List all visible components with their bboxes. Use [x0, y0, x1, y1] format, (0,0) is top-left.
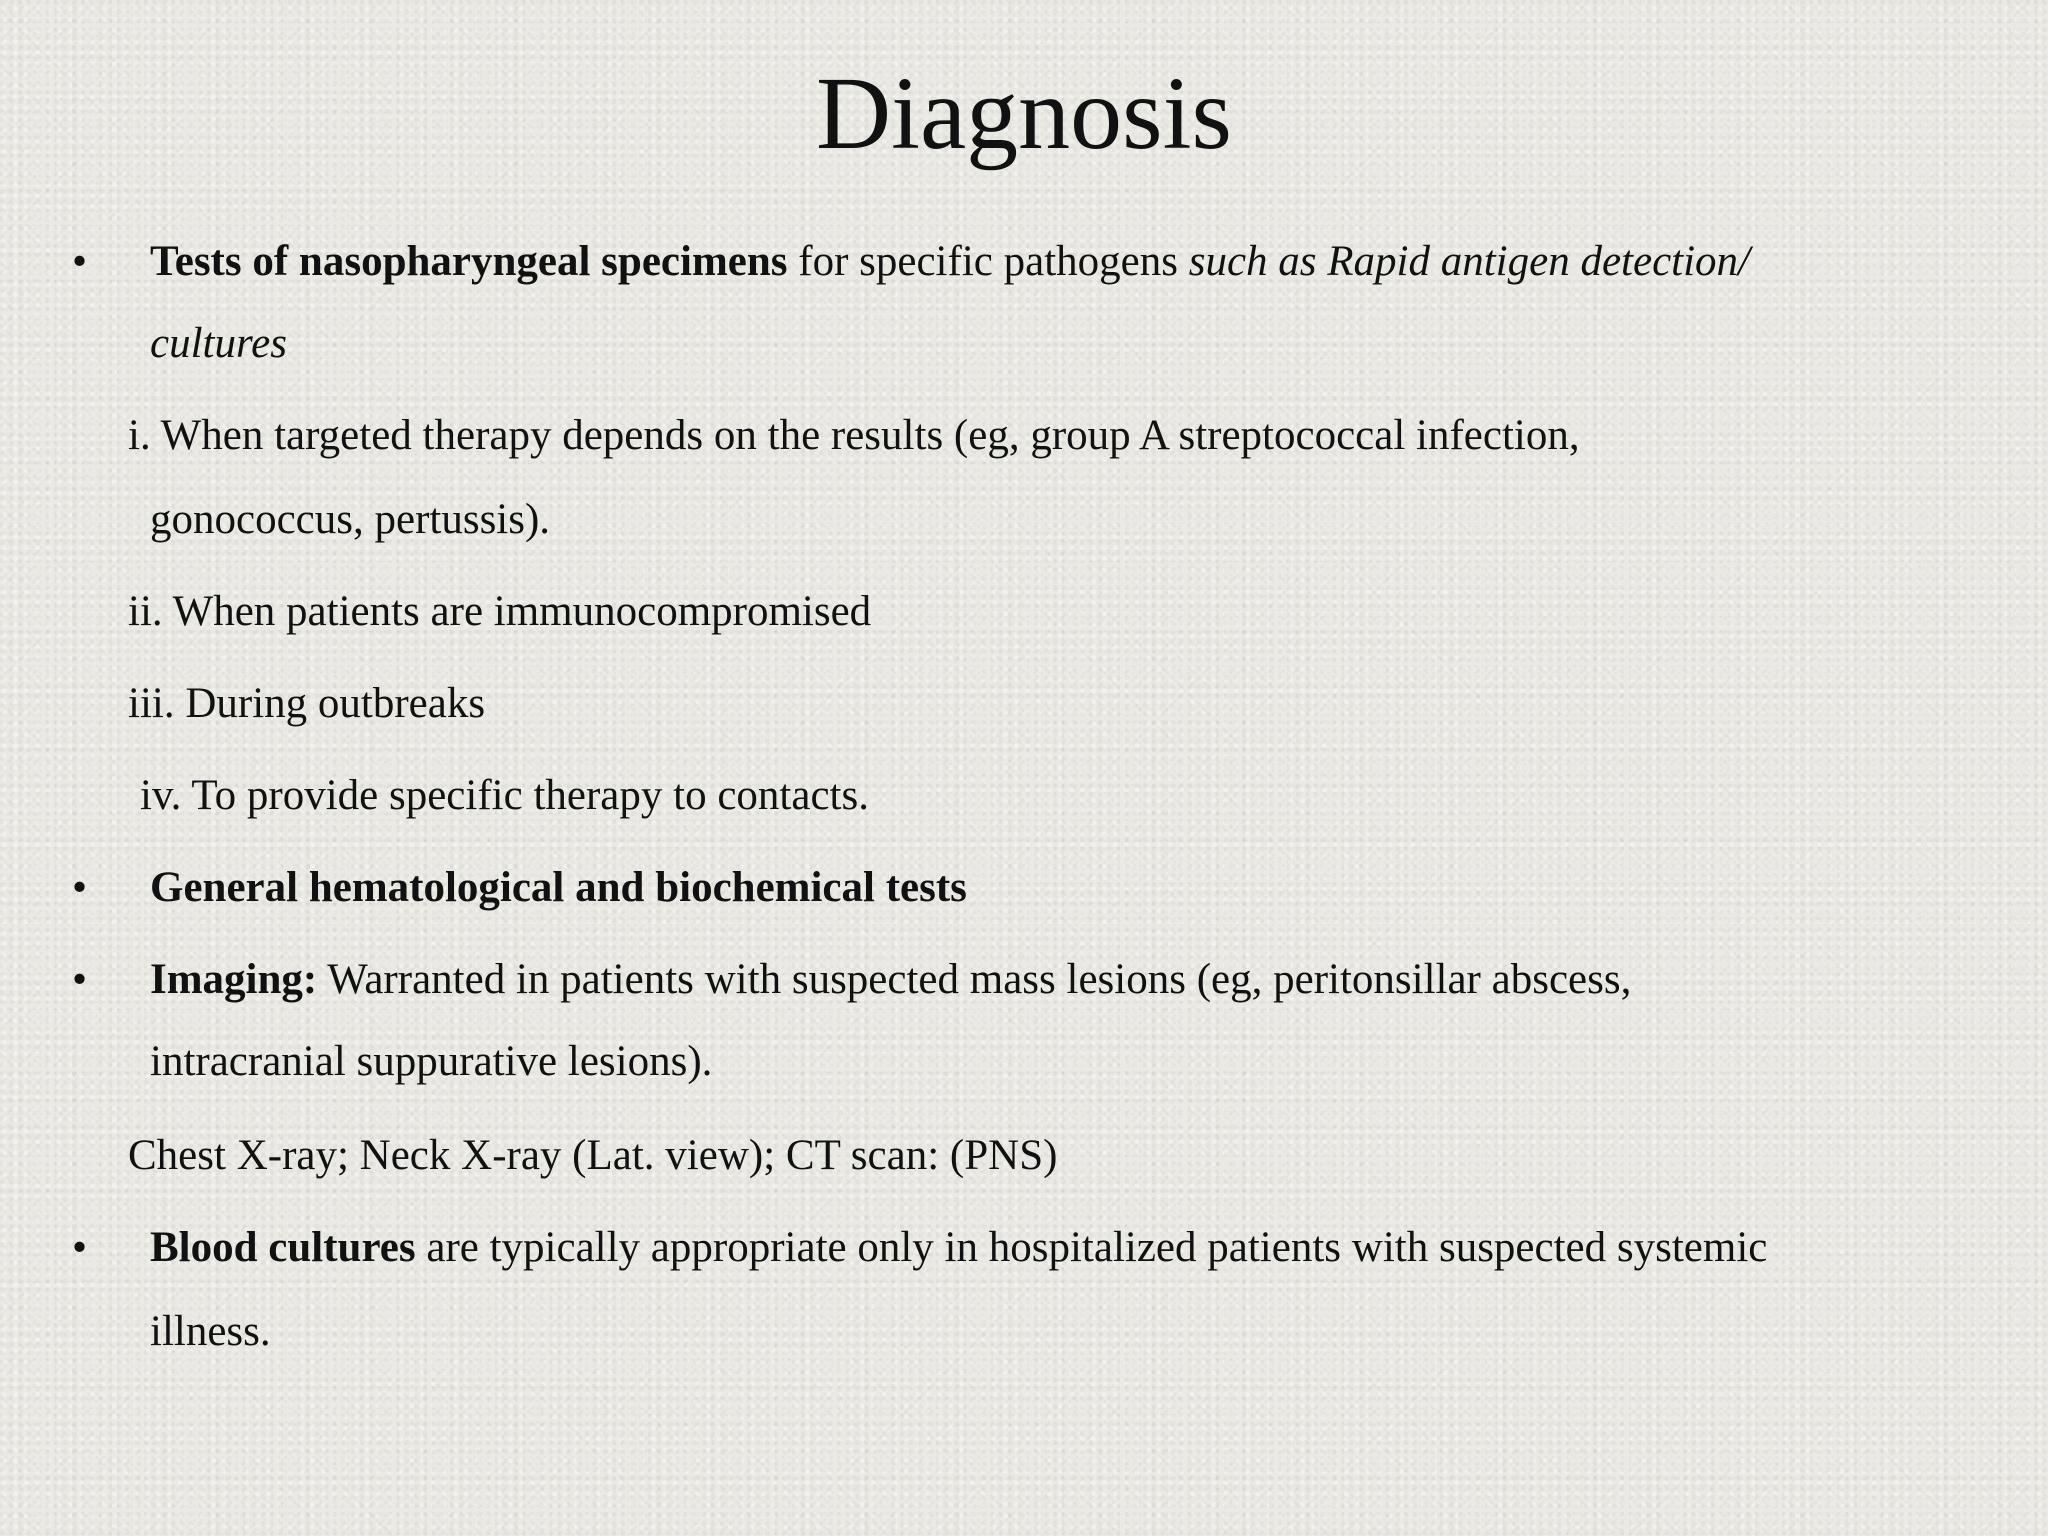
sub-item-iv: iv. To provide specific therapy to contacts. [140, 772, 869, 819]
italic-continuation: cultures [150, 320, 287, 367]
sub-item-iii: iii. During outbreaks [128, 680, 486, 727]
item-text: are typically appropriate only in hospitalized patients with suspected systemic [415, 1224, 1768, 1271]
bullet-item-nasopharyngeal-tests [150, 236, 1750, 288]
bold-lead: Blood cultures [150, 1224, 416, 1271]
sub-item-i-continuation: gonococcus, pertussis). [150, 496, 551, 543]
sub-item-ii: ii. When patients are immunocompromised [128, 588, 872, 635]
sub-item-i: i. When targeted therapy depends on the results (eg, group A streptococcal infection, [128, 412, 1580, 459]
item-text: Warranted in patients with suspected mass lesions (eg, peritonsillar abscess, [317, 956, 1632, 1003]
slide-title: Diagnosis [816, 56, 1232, 171]
bullet-item-general-tests: General hematological and biochemical tests [150, 864, 967, 911]
bullet-item-blood-cultures [150, 1222, 1767, 1274]
italic-text: such as Rapid antigen detection/ [1188, 238, 1751, 285]
bold-lead: Tests of nasopharyngeal specimens [150, 238, 788, 285]
bullet-icon: • [72, 956, 88, 1003]
imaging-modalities: Chest X-ray; Neck X-ray (Lat. view); CT scan: (PNS) [128, 1132, 1058, 1179]
imaging-continuation: intracranial suppurative lesions). [150, 1038, 713, 1085]
bullet-item-imaging [150, 954, 1631, 1006]
bullet-icon: • [72, 864, 88, 911]
item-text: for specific pathogens [787, 238, 1189, 285]
blood-cultures-continuation: illness. [150, 1308, 271, 1355]
bold-lead: Imaging: [150, 956, 318, 1003]
bullet-icon: • [72, 238, 88, 285]
bullet-icon: • [72, 1224, 88, 1271]
